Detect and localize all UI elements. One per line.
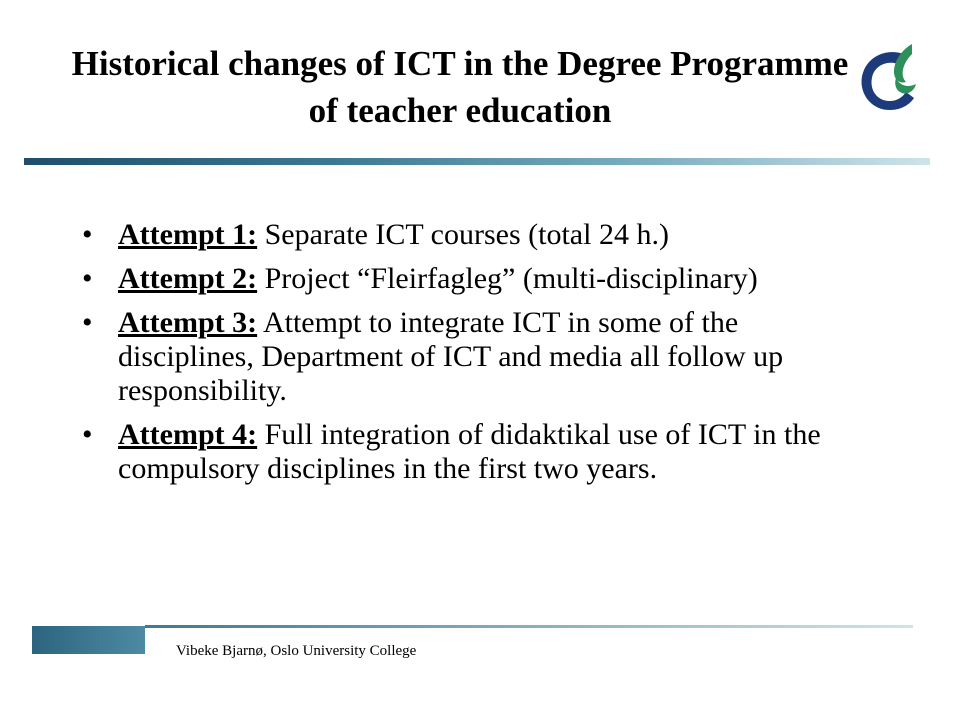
bullet-list [80, 218, 880, 496]
footer-accent-block [32, 626, 145, 654]
bullet-text: Separate ICT courses (total 24 h.) [257, 218, 669, 251]
bullet-text: Project “Fleirfagleg” (multi-disciplinary) [257, 262, 758, 295]
bullet-item [80, 418, 880, 486]
bullet-text: Full integration of didaktikal use of ICT in the compulsory disciplines in the first two years. [118, 418, 821, 485]
title-divider [24, 158, 930, 165]
bullet-item [80, 218, 880, 252]
bullet-lead: Attempt 1: [118, 218, 258, 251]
college-logo-icon [850, 40, 930, 118]
footer-divider [145, 625, 913, 628]
bullet-lead: Attempt 4: [118, 418, 258, 451]
bullet-glyph: • [82, 306, 93, 339]
bullet-glyph: • [82, 418, 93, 451]
bullet-item [80, 262, 880, 296]
bullet-text: Attempt to integrate ICT in some of the disciplines, Department of ICT and media all follow up responsibility. [118, 306, 784, 407]
bullet-glyph: • [82, 262, 93, 295]
bullet-lead: Attempt 2: [118, 262, 258, 295]
bullet-lead: Attempt 3: [118, 306, 258, 339]
slide-title: Historical changes of ICT in the Degree Programme of teacher education [71, 44, 849, 130]
bullet-glyph: • [82, 218, 93, 251]
bullet-item [80, 306, 880, 408]
footer-author: Vibeke Bjarnø, Oslo University College [176, 643, 417, 659]
